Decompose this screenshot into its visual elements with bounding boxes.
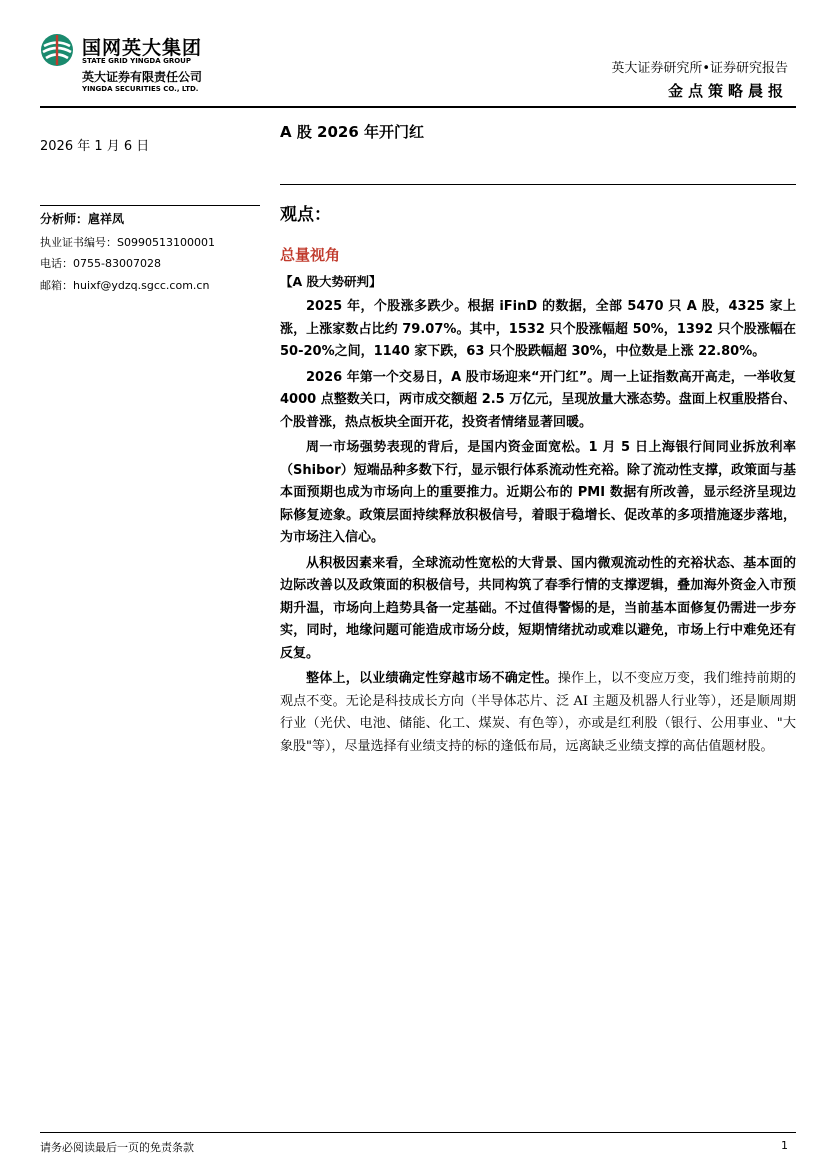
paragraph-conclusion <box>280 668 796 758</box>
analyst-cert: 执业证书编号：S0990513100001 <box>40 236 215 249</box>
footer-divider <box>40 1132 796 1133</box>
analyst-phone: 电话：0755-83007028 <box>40 257 161 270</box>
report-title: A 股 2026 年开门红 <box>280 123 425 141</box>
viewpoint-heading: 观点： <box>280 205 331 225</box>
disclaimer-note: 请务必阅读最后一页的免责条款 <box>40 1141 194 1154</box>
company-logo-icon <box>40 33 74 67</box>
logo-group-name-en: STATE GRID YINGDA GROUP <box>82 57 191 65</box>
paragraph: 从积极因素来看，全球流动性宽松的大背景、国内微观流动性的充裕状态、基本面的边际改善以及政策面的积极信号，共同构筑了春季行情的支撑逻辑，叠加海外资金入市预期升温，市场向上趋势具备一定基础。不过值得警惕的是，当前基本面修复仍需进一步夯实，同时，地缘问题可能造成市场分歧，短期情绪扰动或难以避免，市场上行中难免还有反复。 <box>280 555 796 661</box>
institute-label: 英大证券研究所•证券研究报告 <box>611 61 788 76</box>
paragraph: 周一市场强势表现的背后，是国内资金面宽松。1 月 5 日上海银行间同业拆放利率（Shibor）短端品种多数下行，显示银行体系流动性充裕。除了流动性支撑，政策面与基本面预期也成为市场向上的重要推力。近期公布的 PMI 数据有所改善，显示经济呈现边际修复迹象。政策层面持续释放积极信号，着眼于稳增长、促改革的多项措施逐步落地，为市场注入信心。 <box>280 440 796 545</box>
conclusion-lead: 整体上，以业绩确定性穿越市场不确定性。 <box>306 671 558 686</box>
paragraph: 2026 年第一个交易日，A 股市场迎来“开门红”。周一上证指数高开高走，一举收复 4000 点整数关口，两市成交额超 2.5 万亿元，呈现放量大涨态势。盘面上权重股搭台、个股普涨，热点板块全面开花，投资者情绪显著回暖。 <box>280 369 796 430</box>
paragraph: 2025 年，个股涨多跌少。根据 iFinD 的数据，全部 5470 只 A 股，4325 家上涨，上涨家数占比约 79.07%。其中，1532 只个股涨幅超 50%，1392 只个股涨幅在 50-20%之间，1140 家下跌，63 只个股跌幅超 30%，中位数是上涨 22.80%。 <box>280 299 796 359</box>
report-type: 金点策略晨报 <box>667 82 788 100</box>
sidebar-divider <box>40 205 260 206</box>
analyst-email: 邮箱：huixf@ydzq.sgcc.com.cn <box>40 279 210 292</box>
subsection-heading: 【A 股大势研判】 <box>280 274 382 289</box>
report-date: 2026 年 1 月 6 日 <box>40 139 150 154</box>
analyst-name: 分析师：扈祥凤 <box>40 212 125 226</box>
logo-company-name-en: YINGDA SECURITIES CO., LTD. <box>82 85 199 93</box>
section-heading: 总量视角 <box>280 246 341 264</box>
logo-company-name: 英大证券有限责任公司 <box>82 70 203 84</box>
conclusion-text: 操作上，以不变应万变，我们维持前期的观点不变。无论是科技成长方向（半导体芯片、泛 AI 主题及机器人行业等），还是顺周期行业（光伏、电池、储能、化工、煤炭、有色等），亦或是红利股（银行、公用事业、"大象股"等），尽量选择有业绩支持的标的逢低布局，远离缺乏业绩支撑的高估值题材股。 <box>280 671 796 754</box>
title-divider <box>280 184 796 185</box>
logo-group-name: 国网英大集团 <box>82 37 203 59</box>
report-body <box>280 296 796 761</box>
header-divider <box>40 106 796 108</box>
page-number: 1 <box>781 1139 788 1152</box>
